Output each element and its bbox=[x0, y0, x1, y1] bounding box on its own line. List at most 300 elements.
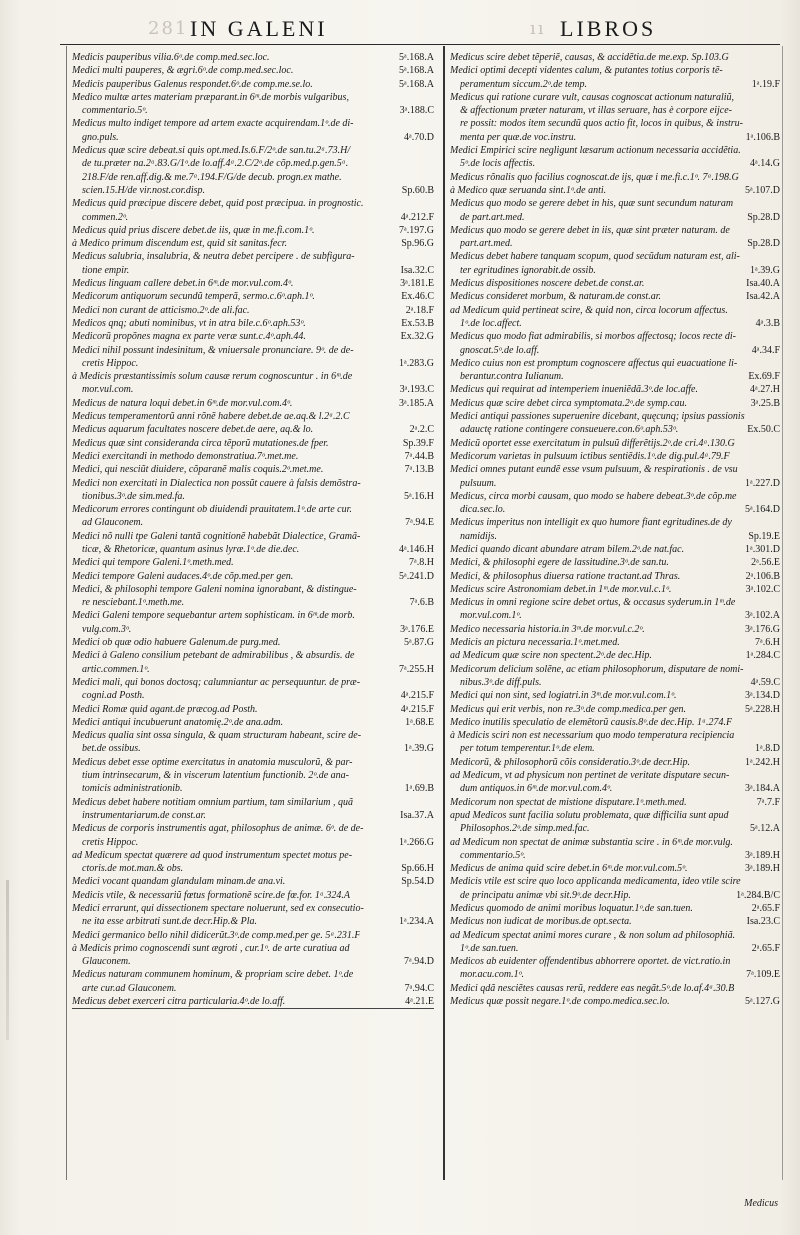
entry-reference: Sp.19.E bbox=[748, 530, 780, 542]
entry-reference: 5ᵃ.16.H bbox=[404, 490, 434, 502]
index-entry bbox=[72, 636, 434, 649]
entry-line bbox=[450, 503, 780, 516]
entry-line: Medici mali, qui bonos doctosq; calumniantur ac persequuntur. de præ- bbox=[72, 676, 361, 688]
entry-reference: 2ᵃ.65.F bbox=[751, 903, 780, 914]
entry-line bbox=[72, 782, 434, 795]
index-entry bbox=[72, 570, 434, 583]
entry-line: Medicus qui ratione curare vult, causas cognoscat actionum naturaliũ, bbox=[450, 91, 735, 103]
entry-text: Medicus non iudicat de moribus.de opt.secta. bbox=[450, 916, 632, 928]
entry-line bbox=[450, 344, 780, 357]
entry-reference: 5ᵃ.228.H bbox=[745, 703, 780, 715]
entry-line: Medico multæ artes materiam præparant.in 6ᵐ.de morbis vulgaribus, bbox=[72, 91, 349, 103]
entry-text: ad Medicum quæ scire non spectent.2ᵒ.de dec.Hip. bbox=[450, 650, 652, 662]
entry-text: vulg.com.3ᵒ. bbox=[82, 623, 132, 635]
index-entry bbox=[72, 344, 434, 371]
entry-text: Medici, qui nesciũt diuidere, cõparanẽ malis coquis.2ᵒ.met.me. bbox=[72, 464, 324, 476]
entry-text: Medici, & philosophi egere de lassitudine.3ᵒ.de san.tu. bbox=[450, 557, 669, 569]
index-entry bbox=[450, 955, 780, 982]
entry-reference: 4ᵃ.34.F bbox=[751, 344, 780, 356]
entry-line bbox=[450, 290, 780, 303]
entry-text: Medici non curant de atticismo.2ᵒ.de ali.fac. bbox=[72, 304, 250, 316]
entry-line bbox=[450, 915, 780, 928]
index-entry bbox=[450, 91, 780, 144]
entry-reference: 2ᵃ.106.B bbox=[745, 570, 780, 582]
entry-line bbox=[72, 450, 434, 463]
entry-line: Medici nihil possunt indesinitum, & vniuersale pronunciare. 9ᵒ. de de- bbox=[72, 344, 354, 356]
entry-line bbox=[450, 968, 780, 981]
entry-reference: 3ᵃ.193.C bbox=[399, 384, 434, 396]
entry-text: Medicus quomodo de animi moribus loquatur.1ᵒ.de san.tuen. bbox=[450, 903, 693, 914]
entry-reference: Ex.46.C bbox=[401, 291, 434, 303]
entry-reference: Ex.50.C bbox=[747, 424, 780, 436]
entry-line bbox=[72, 184, 434, 197]
entry-line bbox=[72, 689, 434, 702]
index-entry bbox=[72, 968, 434, 995]
entry-line bbox=[72, 636, 434, 649]
entry-line: Medici Galeni tempore sequebantur artem sophisticam. in 6ᵐ.de morb. bbox=[72, 610, 355, 622]
index-entry bbox=[450, 51, 780, 64]
entry-reference: 3ᵃ.102.C bbox=[745, 583, 780, 595]
entry-reference: 3ᵃ.102.A bbox=[745, 610, 780, 622]
entry-reference: 1ᵃ.39.G bbox=[404, 743, 434, 755]
entry-reference: 1ᵃ.266.G bbox=[399, 836, 434, 848]
entry-text: ad Glauconem. bbox=[82, 517, 144, 529]
entry-line bbox=[450, 796, 780, 809]
entry-line bbox=[72, 570, 434, 583]
entry-line bbox=[72, 490, 434, 503]
entry-line bbox=[450, 756, 780, 769]
index-entry bbox=[450, 397, 780, 410]
entry-reference: 5ᵃ.241.D bbox=[399, 570, 434, 582]
index-entry bbox=[450, 862, 780, 875]
entry-reference: Sp.60.B bbox=[401, 184, 434, 196]
entry-line bbox=[450, 211, 780, 224]
entry-reference: 5ᵃ.168.A bbox=[399, 78, 434, 90]
entry-reference: 5ᵃ.107.D bbox=[745, 184, 780, 196]
index-entry bbox=[72, 756, 434, 796]
entry-text: ne ita esse arbitrati sunt.de decr.Hip.& Pla. bbox=[82, 916, 257, 928]
index-entry bbox=[450, 556, 780, 569]
entry-line bbox=[72, 51, 434, 64]
entry-text: tione empir. bbox=[82, 264, 130, 276]
entry-text: peramentum siccum.2ᵒ.de temp. bbox=[460, 78, 587, 90]
left-margin-rule bbox=[66, 46, 67, 1180]
entry-reference: Sp.28.D bbox=[747, 211, 780, 223]
entry-line bbox=[450, 51, 780, 64]
entry-reference: 4ᵃ.21.E bbox=[405, 996, 434, 1008]
index-entry bbox=[72, 929, 434, 942]
index-entry bbox=[72, 237, 434, 250]
entry-reference: 7ᵃ.94.E bbox=[405, 517, 434, 529]
entry-line bbox=[72, 982, 434, 995]
entry-text: Medico inutilis speculatio de elemẽtorũ causis.8ᵒ.de dec.Hip. 1ᵃ.274.F bbox=[450, 716, 733, 728]
index-entry bbox=[450, 756, 780, 769]
entry-reference: 7ᵃ.94.C bbox=[404, 982, 434, 994]
entry-reference bbox=[776, 450, 780, 463]
entry-text: cogni.ad Posth. bbox=[82, 690, 145, 702]
entry-text: Medicus linguam callere debet.in 6ᵐ.de mor.vul.com.4ᵒ. bbox=[72, 278, 294, 290]
index-entry bbox=[72, 716, 434, 729]
index-entry bbox=[72, 530, 434, 557]
index-entry bbox=[450, 596, 780, 623]
entry-reference: 3ᵃ.185.A bbox=[399, 397, 434, 409]
index-entry bbox=[450, 304, 780, 331]
index-entry bbox=[72, 91, 434, 118]
entry-reference bbox=[776, 982, 780, 995]
entry-line: Medicorum delicium solẽne, ac etiam philosophorum, disputare de nomi- bbox=[450, 663, 744, 675]
index-entry bbox=[450, 450, 780, 463]
entry-line: Medicus quæ scire debeat.si quis opt.med.Is.6.F/2ᵒ.de san.tu.2ᵃ.73.H/ bbox=[72, 145, 351, 157]
entry-reference: 1ᵃ.8.D bbox=[755, 743, 780, 755]
index-entry bbox=[72, 78, 434, 91]
entry-line: Medicus naturam communem hominum, & propriam scire debet. 1ᵒ.de bbox=[72, 969, 354, 981]
entry-text: Medici quando dicant abundare atram bilem.2ᵒ.de nat.fac. bbox=[450, 543, 685, 555]
entry-line bbox=[72, 716, 434, 729]
entry-text: 1ᵒ.de loc.affect. bbox=[460, 317, 522, 329]
entry-reference: 3ᵃ.176.G bbox=[745, 623, 780, 635]
entry-reference: 1ᵃ.284.C bbox=[745, 650, 780, 662]
page-edge-shadow bbox=[6, 880, 9, 1040]
entry-text: à Medico primum discendum est, quid sit sanitas.fecr. bbox=[72, 238, 287, 250]
entry-line bbox=[450, 849, 780, 862]
entry-reference: 3ᵃ.189.H bbox=[745, 849, 780, 861]
index-entry bbox=[72, 370, 434, 397]
index-entry bbox=[450, 902, 780, 915]
entry-text: bet.de ossibus. bbox=[82, 743, 141, 755]
entry-line bbox=[72, 237, 434, 250]
entry-line: Medicus, circa morbi causam, quo modo se habere debeat.3ᵒ.de cõp.me bbox=[450, 490, 737, 502]
index-entry bbox=[450, 729, 780, 756]
entry-line bbox=[72, 437, 434, 450]
running-header bbox=[60, 14, 780, 45]
entry-line bbox=[72, 663, 434, 676]
index-entry bbox=[72, 51, 434, 64]
entry-text: Medicus quid prius discere debet.de iis, quæ in me.fi.com.1ᵒ. bbox=[72, 224, 315, 236]
entry-line bbox=[72, 383, 434, 396]
index-entry bbox=[450, 64, 780, 91]
index-entry bbox=[72, 703, 434, 716]
index-entry bbox=[72, 410, 434, 423]
entry-text: Medici germanico bello nihil didicerũt.3ᵒ.de comp.med.per ge. 5ᵃ.231.F bbox=[72, 929, 361, 941]
index-entry bbox=[72, 995, 434, 1009]
entry-line: Medici nõ nulli tpe Galeni tantã cognitionẽ habebãt Dialectice, Gramã- bbox=[72, 530, 361, 542]
entry-reference: 1ᵃ.283.G bbox=[399, 357, 434, 369]
entry-text: tomicis administrationib. bbox=[82, 783, 183, 795]
entry-line: apud Medicos sunt facilia solutu problemata, quæ difficilia sunt apud bbox=[450, 809, 729, 821]
entry-reference: 7ᵃ.6.H bbox=[755, 637, 780, 649]
index-entry bbox=[72, 290, 434, 303]
entry-reference: 3ᵃ.188.C bbox=[399, 105, 434, 117]
entry-line: Medicus multo indiget tempore ad artem exacte acquirendam.1ᵒ.de di- bbox=[72, 118, 354, 130]
index-entry bbox=[72, 397, 434, 410]
index-entry bbox=[72, 503, 434, 530]
index-entry bbox=[450, 171, 780, 184]
entry-text: mor.vul.com. bbox=[82, 384, 134, 396]
entry-line: Medicos ab euidenter offendentibus abhorrere oportet. de vict.ratio.in bbox=[450, 956, 731, 968]
entry-text: ctoris.de mot.man.& obs. bbox=[82, 863, 184, 875]
entry-text: re nesciebant.1ᵒ.meth.me. bbox=[82, 597, 185, 609]
entry-line bbox=[450, 982, 780, 995]
entry-line bbox=[450, 423, 780, 436]
entry-reference: Ex.69.F bbox=[748, 371, 780, 383]
index-entry bbox=[72, 64, 434, 77]
entry-text: part.art.med. bbox=[460, 238, 513, 250]
entry-text: ticæ, & Rhetoricæ, quantum asinus lyræ.1ᵒ.de die.dec. bbox=[82, 543, 300, 555]
entry-text: artic.commen.1ᵒ. bbox=[82, 663, 150, 675]
entry-text: Medicus scire Astronomiam debet.in 1ᵐ.de mor.vul.c.1ᵒ. bbox=[450, 583, 672, 595]
index-entry bbox=[72, 649, 434, 676]
entry-line: Medicus quo modo fiat admirabilis, si morbos affectosq; locos recte di- bbox=[450, 331, 736, 343]
entry-text: arte cur.ad Glauconem. bbox=[82, 982, 177, 994]
show-through-mark: ıı bbox=[530, 18, 546, 39]
entry-reference: 3ᵃ.25.B bbox=[750, 397, 780, 409]
entry-reference: 4ᵃ.215.F bbox=[400, 703, 434, 715]
entry-text: Medici antiqui incubuerunt anatomię.2ᵒ.de ana.adm. bbox=[72, 716, 284, 728]
index-entry bbox=[72, 889, 434, 902]
entry-reference: 1ᵃ.301.D bbox=[745, 543, 780, 555]
entry-line: Medici optimi decepti videntes calum, & putantes totius corporis tẽ- bbox=[450, 65, 723, 77]
entry-line bbox=[450, 556, 780, 569]
entry-line: Medicus debet habere tanquam scopum, quod secũdum naturam est, ali- bbox=[450, 251, 740, 263]
entry-line: Medici, & philosophi tempore Galeni nomina ignorabant, & distingue- bbox=[72, 583, 357, 595]
index-entry bbox=[450, 649, 780, 662]
entry-line bbox=[450, 383, 780, 396]
entry-line: Medici non exercitati in Dialectica non possũt cauere à falsis demõstra- bbox=[72, 477, 361, 489]
entry-line: à Medicis primo cognoscendi sunt ægroti , cur.1ᵒ. de arte curatiua ad bbox=[72, 942, 350, 954]
entry-line bbox=[450, 370, 780, 383]
entry-reference: 7ᵃ.7.F bbox=[756, 796, 780, 808]
entry-line bbox=[450, 703, 780, 716]
entry-text: Medicus aquarum facultates noscere debet.de aere, aq.& lo. bbox=[72, 424, 314, 436]
entry-reference: Sp.28.D bbox=[747, 238, 780, 250]
entry-text: Medici qui tempore Galeni.1ᵒ.meth.med. bbox=[72, 557, 234, 569]
entry-reference: 1ᵃ.19.F bbox=[751, 78, 780, 90]
index-entry bbox=[72, 317, 434, 330]
entry-line: Medicus quo modo se gerere debet in iis, quæ sint præter naturam. de bbox=[450, 224, 730, 236]
entry-line bbox=[450, 942, 780, 955]
entry-reference: 2ᵃ.2.C bbox=[409, 424, 434, 436]
entry-text: Medicis pauperibus vilia.6ᵒ.de comp.med.sec.loc. bbox=[72, 52, 270, 63]
entry-line bbox=[72, 330, 434, 343]
entry-reference: 3ᵃ.184.A bbox=[745, 783, 780, 795]
entry-line bbox=[450, 437, 780, 450]
entry-reference: 1ᵃ.68.E bbox=[405, 716, 434, 728]
entry-reference: 1ᵃ.106.B bbox=[745, 131, 780, 143]
entry-reference: 4ᵃ.59.C bbox=[750, 676, 780, 688]
entry-reference: Isa.32.C bbox=[400, 264, 434, 276]
entry-reference: 3ᵃ.181.E bbox=[400, 278, 434, 290]
entry-text: Medicus dispositiones noscere debet.de const.ar. bbox=[450, 278, 645, 290]
entry-line: 218.F/de ren.aff.dig.& me.7ᵃ.194.F/G/de decub. progn.ex mathe. bbox=[82, 171, 342, 183]
right-margin-rule bbox=[782, 46, 783, 1180]
index-entry bbox=[450, 144, 780, 171]
entry-text: cretis Hippoc. bbox=[82, 357, 139, 369]
entry-line bbox=[72, 516, 434, 529]
index-entry bbox=[72, 942, 434, 969]
show-through-page-number: 281 bbox=[148, 18, 189, 39]
index-entry bbox=[72, 796, 434, 823]
entry-reference: 5ᵃ.87.G bbox=[404, 637, 434, 649]
entry-text: Medici qui non sint, sed logiatri.in 3ᵐ.de mor.vul.com.1ᵒ. bbox=[450, 690, 677, 702]
entry-reference bbox=[776, 716, 780, 729]
entry-reference: Sp.96.G bbox=[401, 238, 434, 250]
entry-text: Medici qdã nesciẽtes causas rerũ, reddere eas negãt.5ᵒ.de lo.af.4ᵃ.30.B bbox=[450, 982, 735, 994]
entry-reference: 3ᵃ.134.D bbox=[745, 690, 780, 702]
index-entry bbox=[450, 929, 780, 956]
entry-line: Medicorum errores contingunt ob diuidendi prauitatem.1ᵒ.de arte cur. bbox=[72, 504, 352, 516]
entry-reference: 1ᵃ.69.B bbox=[404, 783, 434, 795]
entry-line bbox=[450, 530, 780, 543]
entry-line bbox=[72, 809, 434, 822]
entry-line bbox=[450, 609, 780, 622]
index-entry bbox=[450, 250, 780, 277]
entry-text: pulsuum. bbox=[460, 477, 497, 489]
entry-text: Medicus rõnalis quo facilius cognoscat.de ijs, quæ i me.fi.c.1ᵒ. 7ᵃ.198.G bbox=[450, 171, 739, 183]
entry-line: à Medicis sciri non est necessarium quo modo temperatura recipiencia bbox=[450, 730, 735, 742]
index-entry bbox=[450, 383, 780, 396]
entry-text: Medici tempore Galeni audaces.4ᵒ.de cõp.med.per gen. bbox=[72, 570, 294, 582]
entry-line bbox=[72, 915, 434, 928]
entry-text: Medicus quæ sint consideranda circa tẽporũ mutationes.de fper. bbox=[72, 437, 329, 449]
entry-line: Medicus debet esse optime exercitatus in anatomia musculorũ, & par- bbox=[72, 756, 353, 768]
index-entry bbox=[72, 609, 434, 636]
index-entry bbox=[450, 516, 780, 543]
entry-reference bbox=[776, 171, 780, 184]
entry-text: Philosophos.2ᵒ.de simp.med.fac. bbox=[460, 823, 590, 835]
entry-text: commen.2ᵒ. bbox=[82, 211, 129, 223]
entry-line: & affectionum præter naturam, vt illas seruare, has è corpore eijce- bbox=[460, 105, 732, 117]
entry-line bbox=[450, 676, 780, 689]
index-entry bbox=[450, 570, 780, 583]
entry-line: Medicus quid præcipue discere debet, quid post præcipua. in prognostic. bbox=[72, 198, 364, 210]
entry-line bbox=[72, 836, 434, 849]
entry-reference: 7ᵃ.109.E bbox=[746, 969, 780, 981]
entry-text: Medicus quæ possit negare.1ᵒ.de compo.medica.sec.lo. bbox=[450, 996, 670, 1008]
index-entry bbox=[72, 117, 434, 144]
index-entry bbox=[72, 463, 434, 476]
entry-line bbox=[72, 623, 434, 636]
entry-text: Medicos qnq; abuti nominibus, vt in atra bile.c.6ᵒ.aph.53ᵒ. bbox=[72, 317, 306, 329]
entry-text: cretis Hippoc. bbox=[82, 836, 139, 848]
index-entry bbox=[450, 437, 780, 450]
entry-line bbox=[450, 636, 780, 649]
header-title-left: IN GALENI bbox=[190, 16, 328, 41]
entry-reference: 4ᵃ.3.B bbox=[755, 317, 780, 329]
index-entry bbox=[72, 729, 434, 756]
index-entry bbox=[72, 450, 434, 463]
entry-line bbox=[72, 357, 434, 370]
entry-text: Medicus qui requirat ad intemperiem inueniẽdã.3ᵒ.de loc.affe. bbox=[450, 384, 698, 396]
entry-line bbox=[450, 716, 780, 729]
entry-reference: Isa.42.A bbox=[746, 291, 780, 303]
entry-line: Medicis vtile est scire quo loco applicanda medicamenta, ideo vtile scire bbox=[450, 876, 741, 888]
entry-line: ad Medicum spectat quærere ad quod instrumentum spectet motus pe- bbox=[72, 849, 353, 861]
catchword: Medicus bbox=[744, 1198, 778, 1209]
entry-line bbox=[72, 104, 434, 117]
index-entry bbox=[450, 197, 780, 224]
index-entry bbox=[450, 636, 780, 649]
index-entry bbox=[450, 463, 780, 490]
entry-reference: 7ᵃ.13.B bbox=[404, 464, 434, 476]
entry-line bbox=[450, 742, 780, 755]
entry-text: instrumentariarum.de const.ar. bbox=[82, 809, 206, 821]
entry-reference bbox=[430, 929, 434, 942]
entry-line bbox=[450, 583, 780, 596]
entry-text: Medicorum non spectat de mistione disputare.1ᵒ.meth.med. bbox=[450, 796, 687, 808]
entry-line: re possit: modos item secundũ quos actio fit, locos in quibus, & instru- bbox=[460, 118, 743, 130]
entry-reference: 4ᵃ.215.F bbox=[400, 690, 434, 702]
index-entry bbox=[72, 477, 434, 504]
entry-line: ad Medicum, vt ad physicum non pertinet de veritate disputare secun- bbox=[450, 770, 730, 782]
entry-text: berantur.contra Iulianum. bbox=[460, 371, 564, 383]
index-entry bbox=[450, 410, 780, 437]
index-entry bbox=[450, 796, 780, 809]
index-entry bbox=[72, 250, 434, 277]
entry-line bbox=[72, 304, 434, 317]
entry-reference: 5ᵃ.168.A bbox=[399, 52, 434, 63]
index-column-left bbox=[72, 51, 434, 1009]
index-entry bbox=[450, 330, 780, 357]
entry-reference: Isa.23.C bbox=[746, 916, 780, 928]
entry-text: commentario.5ᵒ. bbox=[460, 849, 526, 861]
index-entry bbox=[72, 822, 434, 849]
entry-reference: Isa.37.A bbox=[400, 809, 434, 821]
entry-text: Medicus debet exerceri citra particularia.4ᵒ.de lo.aff. bbox=[72, 996, 286, 1008]
entry-line bbox=[72, 423, 434, 436]
entry-text: Medici vocant quandam glandulam minam.de ana.vi. bbox=[72, 876, 286, 888]
entry-reference: Sp.54.D bbox=[401, 876, 434, 888]
entry-line bbox=[450, 862, 780, 875]
entry-line bbox=[72, 131, 434, 144]
entry-text: à Medico quæ seruanda sint.1ᵒ.de anti. bbox=[450, 184, 607, 196]
entry-text: Medicis an pictura necessaria.1ᵒ.met.med. bbox=[450, 637, 620, 649]
entry-text: Medicus temperamentorũ anni rõnẽ habere debet.de ae.aq.& l.2ᵃ.2.C bbox=[72, 411, 350, 423]
entry-text: Medicus de anima quid scire debet.in 6ᵐ.de mor.vul.com.5ᵒ. bbox=[450, 863, 688, 875]
entry-text: Medicus scire debet tẽperiẽ, causas, & accidẽtia.de me.exp. Sp.103.G bbox=[450, 52, 729, 63]
entry-text: 5ᵒ.de locis affectis. bbox=[460, 158, 536, 170]
header-title-right: LIBROS bbox=[560, 16, 657, 41]
index-entry bbox=[450, 915, 780, 928]
entry-text: 1ᵒ.de san.tuen. bbox=[460, 942, 519, 954]
index-entry bbox=[450, 995, 780, 1008]
entry-text: scien.15.H/de vir.nost.cor.disp. bbox=[82, 184, 206, 196]
index-entry bbox=[72, 330, 434, 343]
entry-reference bbox=[430, 410, 434, 423]
entry-reference: 2ᵃ.56.E bbox=[751, 557, 780, 569]
entry-line bbox=[450, 623, 780, 636]
entry-line bbox=[450, 902, 780, 915]
entry-line: ad Medicum quid pertineat scire, & quid non, circa locorum affectus. bbox=[450, 304, 728, 316]
entry-line bbox=[450, 995, 780, 1008]
entry-line bbox=[450, 822, 780, 835]
entry-reference: 7ᵃ.6.B bbox=[409, 597, 434, 609]
entry-reference bbox=[776, 51, 780, 64]
entry-text: dum antiquos.in 6ᵐ.de mor.vul.com.4ᵒ. bbox=[460, 783, 613, 795]
entry-line bbox=[72, 397, 434, 410]
entry-reference: 1ᵃ.39.G bbox=[750, 264, 780, 276]
index-entry bbox=[450, 836, 780, 863]
entry-text: mor.acu.com.1ᵒ. bbox=[460, 969, 524, 981]
entry-reference: 5ᵃ.127.G bbox=[745, 996, 780, 1008]
entry-text: Medicorum antiquorum secundũ temperã, sermo.c.6ᵒ.aph.1ᵒ. bbox=[72, 291, 315, 303]
index-entry bbox=[72, 437, 434, 450]
entry-reference: Sp.66.H bbox=[401, 863, 434, 875]
entry-text: gno.puls. bbox=[82, 131, 119, 143]
entry-line bbox=[450, 450, 780, 463]
entry-line bbox=[72, 556, 434, 569]
index-entry bbox=[72, 902, 434, 929]
entry-reference: 7ᵃ.94.D bbox=[404, 956, 434, 968]
